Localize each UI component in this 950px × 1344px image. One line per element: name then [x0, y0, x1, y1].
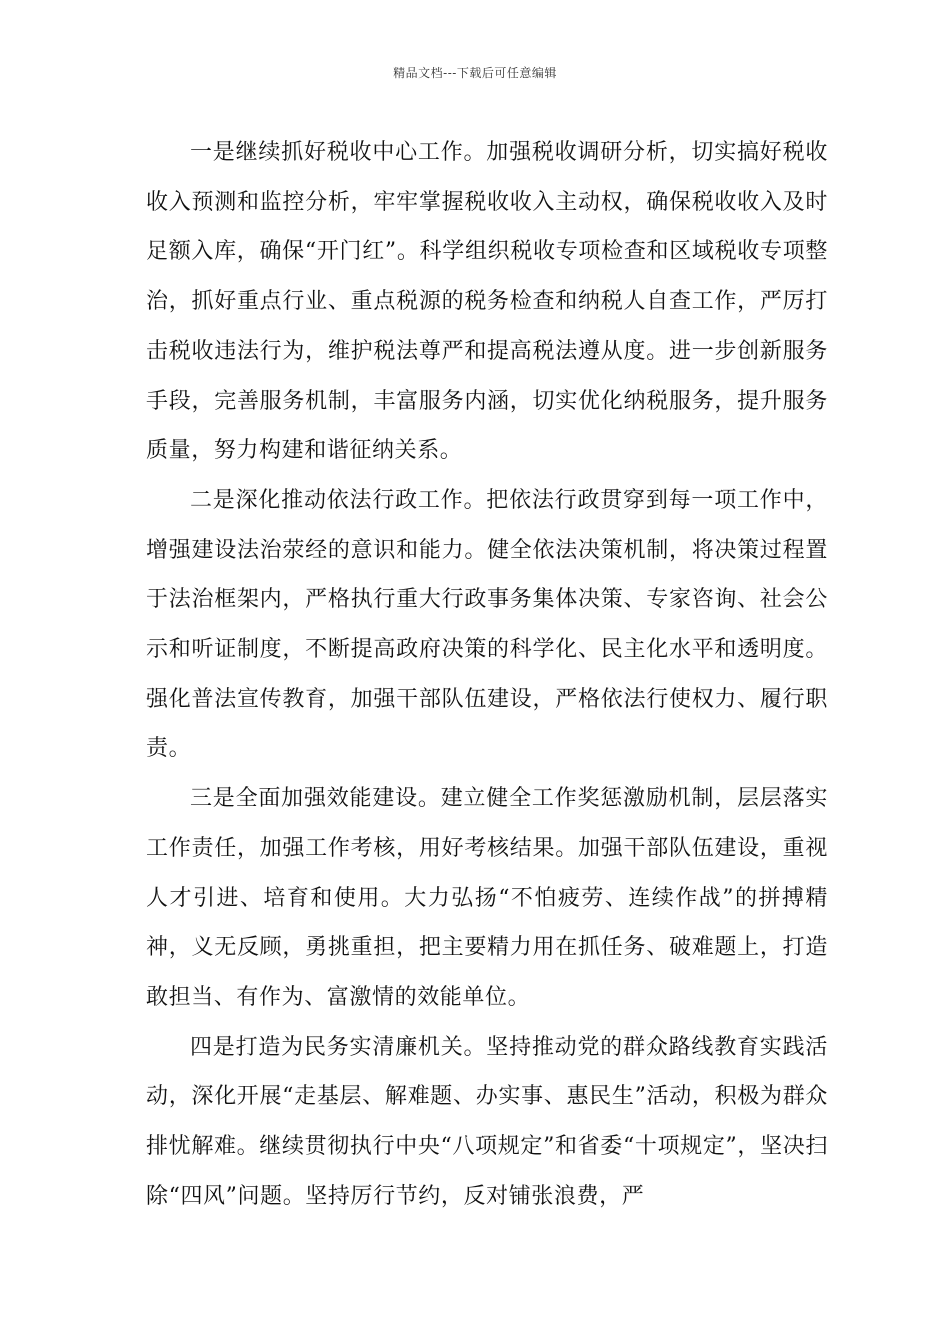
paragraph-rule-of-law: 二是深化推动依法行政工作。把依法行政贯穿到每一项工作中，增强建设法治荥经的意识和能力。健全依法决策机制，将决策过程置于法治框架内，严格执行重大行政事务集体决策、专家咨询、社会公示和听证制度，不断提高政府决策的科学化、民主化水平和透明度。强化普法宣传教育，加强干部队伍建设，严格依法行使权力、履行职责。	[146, 487, 828, 762]
paragraph-efficiency: 三是全面加强效能建设。建立健全工作奖惩激励机制，层层落实工作责任，加强工作考核，用好考核结果。加强干部队伍建设，重视人才引进、培育和使用。大力弘扬“不怕疲劳、连续作战”的拼搏精神，义无反顾，勇挑重担，把主要精力用在抓任务、破难题上，打造敢担当、有作为、富激情的效能单位。	[146, 786, 828, 1010]
paragraph-tax-work: 一是继续抓好税收中心工作。加强税收调研分析，切实搞好税收收入预测和监控分析，牢牢掌握税收收入主动权，确保税收收入及时足额入库，确保“开门红”。科学组织税收专项检查和区域税收专项整治，抓好重点行业、重点税源的税务检查和纳税人自查工作，严厉打击税收违法行为，维护税法尊严和提高税法遵从度。进一步创新服务手段，完善服务机制，丰富服务内涵，切实优化纳税服务，提升服务质量，努力构建和谐征纳关系。	[146, 140, 828, 464]
page-header: 精品文档---下载后可任意编辑	[393, 66, 557, 80]
paragraph-clean-government: 四是打造为民务实清廉机关。坚持推动党的群众路线教育实践活动，深化开展“走基层、解难题、办实事、惠民生”活动，积极为群众排忧解难。继续贯彻执行中央“八项规定”和省委“十项规定”，坚决扫除“四风”问题。坚持厉行节约，反对铺张浪费，严	[146, 1034, 828, 1209]
document-body	[146, 128, 828, 1221]
